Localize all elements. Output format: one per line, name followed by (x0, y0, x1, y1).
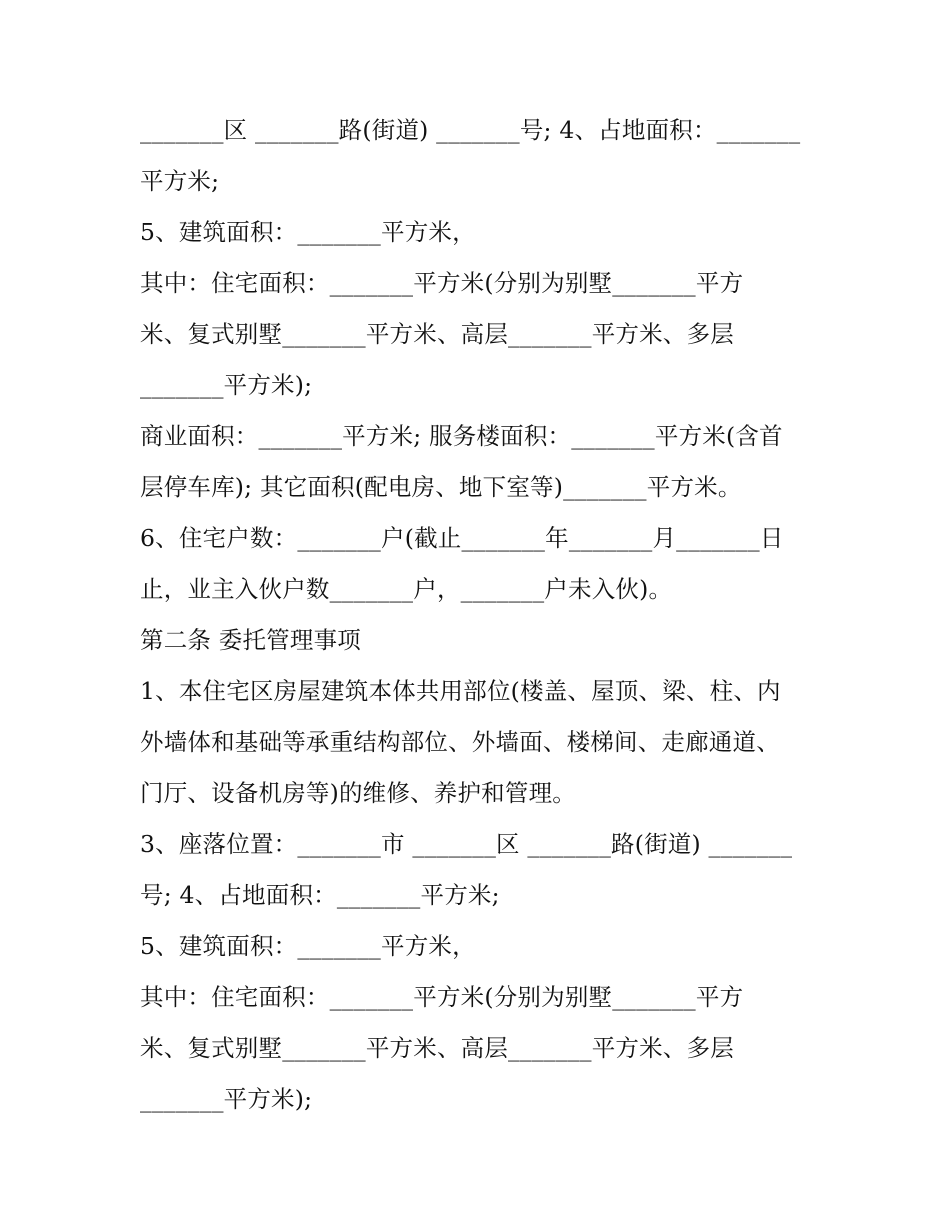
text-line: 外墙体和基础等承重结构部位、外墙面、楼梯间、走廊通道、 (140, 728, 780, 756)
text-line: 其中：住宅面积：_______平方米(分别为别墅_______平方 (140, 983, 744, 1011)
text-line: _______区 _______路(街道) _______号; 4、占地面积：_______ (140, 116, 801, 144)
text-line: 平方米; (140, 167, 220, 195)
text-line: 米、复式别墅_______平方米、高层_______平方米、多层 (140, 1034, 734, 1062)
document-body (140, 105, 820, 1125)
text-line: 其中：住宅面积：_______平方米(分别为别墅_______平方 (140, 269, 744, 297)
section-heading: 第二条 委托管理事项 (140, 626, 361, 654)
text-line: 止，业主入伙户数_______户，_______户未入伙)。 (140, 575, 673, 603)
text-line: 3、座落位置：_______市 _______区 _______路(街道) _______ (140, 830, 793, 858)
text-line: _______平方米); (140, 1085, 313, 1113)
text-line: 5、建筑面积：_______平方米， (140, 932, 476, 960)
text-line: 6、住宅户数：_______户(截止_______年_______月_______日 (140, 524, 784, 552)
text-line: 米、复式别墅_______平方米、高层_______平方米、多层 (140, 320, 734, 348)
text-line: 号; 4、占地面积：_______平方米; (140, 881, 500, 909)
text-line: _______平方米); (140, 371, 313, 399)
text-line: 门厅、设备机房等)的维修、养护和管理。 (140, 779, 576, 807)
text-line: 1、本住宅区房屋建筑本体共用部位(楼盖、屋顶、梁、柱、内 (140, 677, 781, 705)
text-line: 商业面积：_______平方米; 服务楼面积：_______平方米(含首 (140, 422, 783, 450)
text-line: 5、建筑面积：_______平方米， (140, 218, 476, 246)
text-line: 层停车库); 其它面积(配电房、地下室等)_______平方米。 (140, 473, 742, 501)
